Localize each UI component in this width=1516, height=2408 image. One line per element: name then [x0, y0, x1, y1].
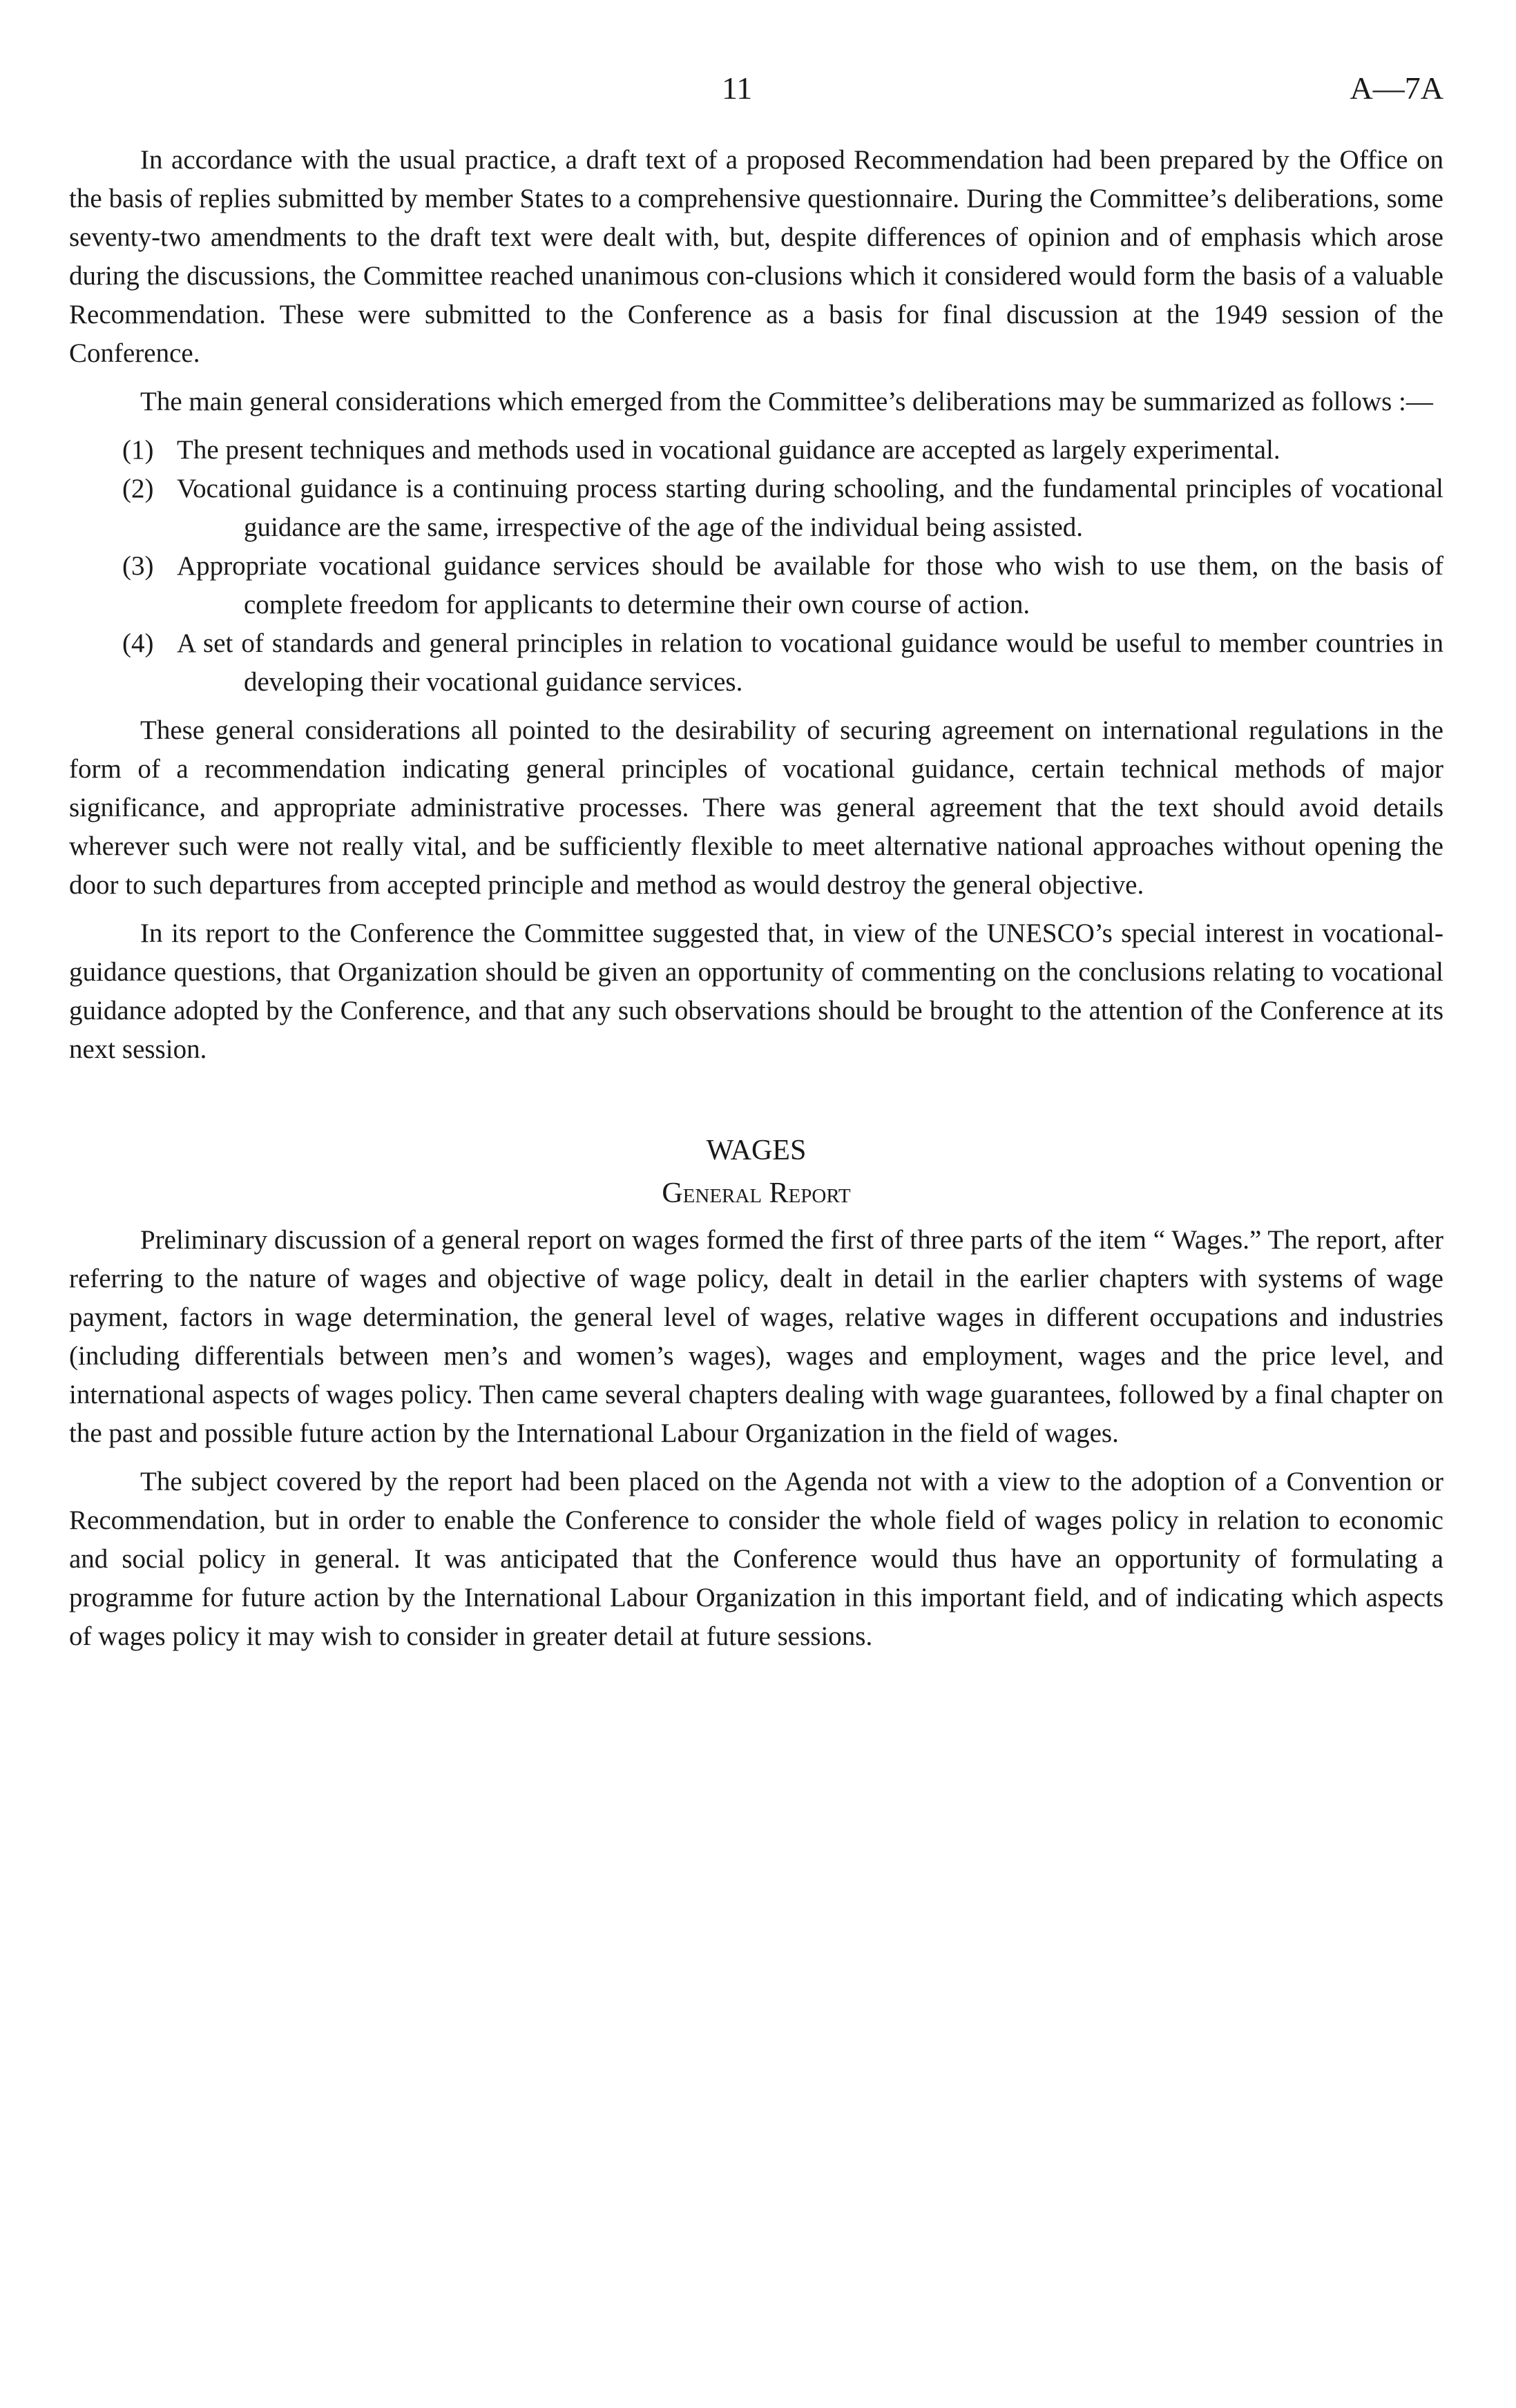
list-item-number: (2): [122, 474, 154, 503]
considerations-list: [69, 431, 1443, 702]
paragraph-general-considerations: These general considerations all pointed to the desirability of securing agreement on international regulations in the form of a recommendation indicating general principles of vocational guidance, certain technical methods of major significance, and appropriate administrative processes. There was general agreement that the text should avoid details wherever such were not really vital, and be sufficiently flexible to meet alternative national approaches without opening the door to such departures from accepted principle and method as would destroy the general objective.: [69, 715, 1443, 900]
list-item: [69, 547, 1443, 624]
list-item-text: A set of standards and general principles in relation to vocational guidance would be useful to member countries in developing their vocational guidance services.: [177, 628, 1443, 697]
paragraph-wages-agenda: The subject covered by the report had been placed on the Agenda not with a view to the adoption of a Convention or Recommendation, but in order to enable the Conference to consider the whole field of wages policy in relation to economic and social policy in general. It was anticipated that the Conference would thus have an opportunity of formulating a programme for future action by the International Labour Organization in this important field, and of indicating which aspects of wages policy it may wish to consider in greater detail at future sessions.: [69, 1467, 1443, 1651]
list-item-number: (3): [122, 551, 154, 581]
section-heading-wages: WAGES: [706, 1135, 807, 1166]
list-item-text: The present techniques and methods used in vocational guidance are accepted as largely experimental.: [177, 435, 1280, 465]
document-page: [69, 69, 1443, 1666]
list-item: [69, 624, 1443, 702]
paragraph-unesco: In its report to the Conference the Committee suggested that, in view of the UNESCO’s special interest in vocational-guidance questions, that Organization should be given an opportunity of commenting on the conclusions relating to vocational guidance adopted by the Conference, and that any such observations should be brought to the attention of the Conference at its next session.: [69, 918, 1443, 1064]
list-item: [69, 431, 1443, 470]
list-item-number: (4): [122, 628, 154, 658]
page-header: [69, 69, 1443, 117]
list-item-text: Appropriate vocational guidance services should be available for those who wish to use them, on the basis of complete freedom for applicants to determine their own course of action.: [177, 551, 1443, 619]
paragraph-wages-report: Preliminary discussion of a general report on wages formed the first of three parts of the item “ Wages.” The report, after referring to the nature of wages and objective of wage policy, dealt in detail in the earlier chapters with systems of wage payment, factors in wage determination, the general level of wages, relative wages in different occupations and industries (including differentials between men’s and women’s wages), wages and employment, wages and the price level, and international aspects of wages policy. Then came several chapters dealing with wage guarantees, followed by a final chapter on the past and possible future action by the International Labour Organization in the field of wages.: [69, 1225, 1443, 1448]
list-item: [69, 470, 1443, 547]
subheading-general-report: General Report: [662, 1177, 851, 1209]
document-code: A—7A: [1350, 70, 1443, 106]
list-item-text: Vocational guidance is a continuing process starting during schooling, and the fundamental principles of vocational guidance are the same, irrespective of the age of the individual being assisted.: [177, 474, 1443, 542]
paragraph-draft-text: In accordance with the usual practice, a draft text of a proposed Recommendation had been prepared by the Office on the basis of replies submitted by member States to a comprehensive questionnaire. During the Committee’s deliberations, some seventy-two amendments to the draft text were dealt with, but, despite differences of opinion and of emphasis which arose during the discussions, the Committee reached unanimous con-clusions which it considered would form the basis of a valuable Recommendation. These were submitted to the Conference as a basis for final discussion at the 1949 session of the Conference.: [69, 145, 1443, 368]
paragraph-main-considerations: The main general considerations which emerged from the Committee’s deliberations may be summarized as follows :—: [140, 387, 1433, 416]
page-number: 11: [722, 70, 753, 106]
list-item-number: (1): [122, 435, 154, 465]
